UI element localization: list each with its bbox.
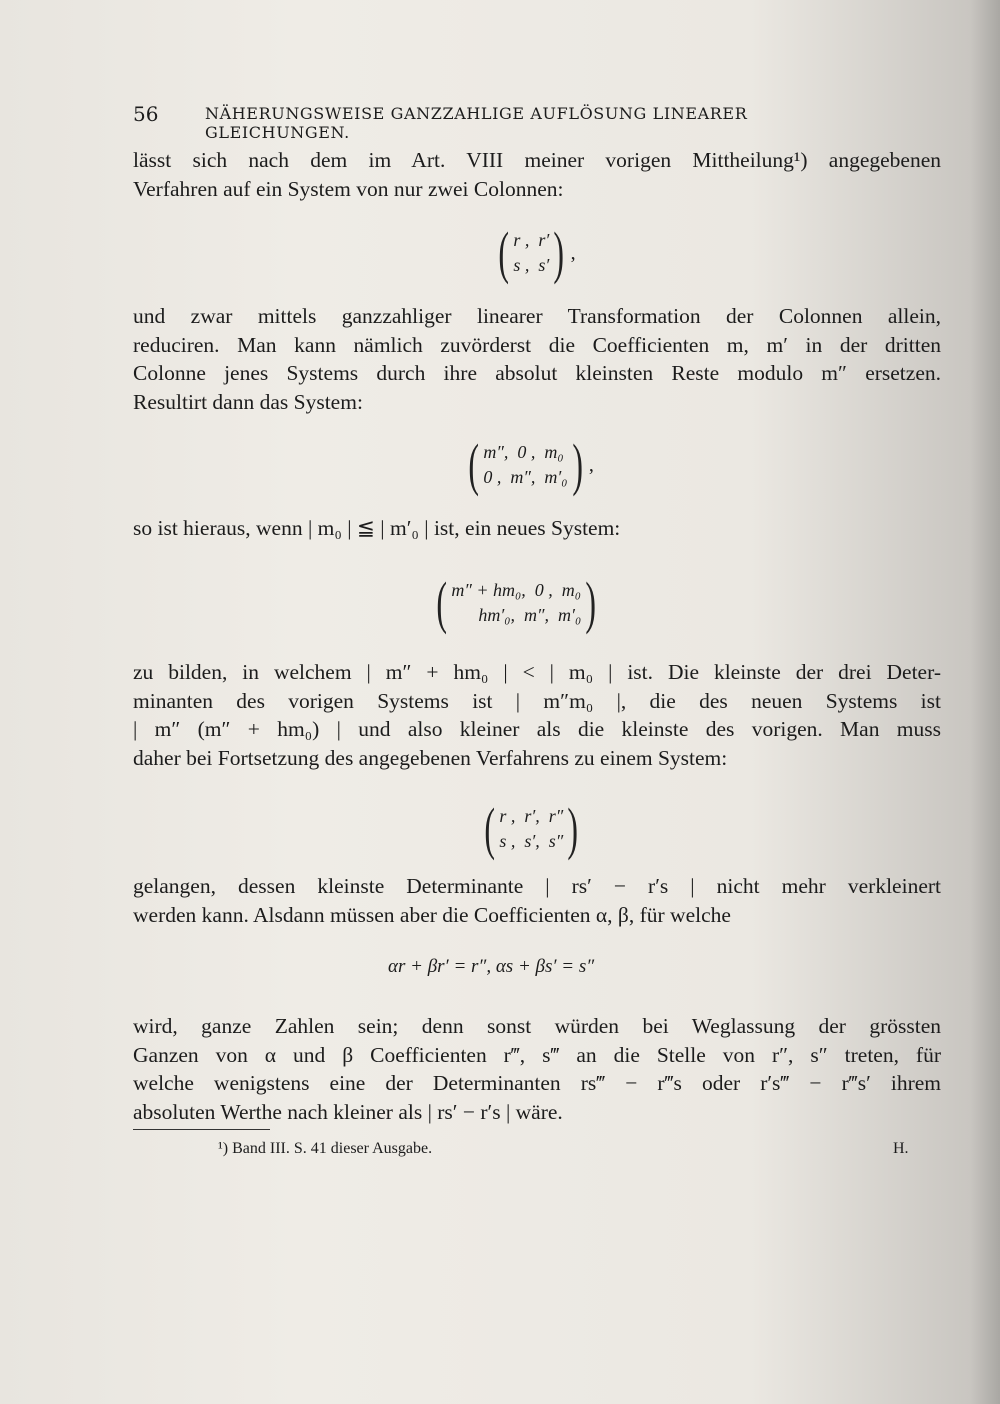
matrix-row: s , s′, s″ (499, 831, 564, 851)
text-line: daher bei Fortsetzung des angegebenen Verfahrens zu einem System: (133, 745, 728, 770)
footnote: ¹) Band III. S. 41 dieser Ausgabe. (218, 1140, 433, 1157)
matrix-row: r , r′, r″ (499, 806, 564, 826)
text-line: Resultirt dann das System: (133, 389, 363, 414)
matrix-row: m″, 0 , m₀ (483, 442, 564, 462)
matrix-final-system: ( r , r′, r″ s , s′, s″ ) (484, 796, 579, 861)
matrix-residue-system: ( m″, 0 , m₀ 0 , m″, m′₀ ) , (468, 432, 594, 497)
text-line: so ist hieraus, wenn | m₀ | ≦ | m′₀ | ist, ein neues System: (133, 516, 621, 540)
text-line: und zwar mittels ganzzahliger linearer Transformation der Colonnen allein, (133, 304, 941, 328)
text-line: lässt sich nach dem im Art. VIII meiner vorigen Mittheilung¹) angegebenen (133, 148, 941, 172)
text-line: gelangen, dessen kleinste Determinante | rs′ − r′s | nicht mehr verkleinert (133, 874, 941, 898)
matrix-new-system: ( m″ + hm₀, 0 , m₀ hm′₀, m″, m′₀ ) (436, 570, 597, 635)
matrix-trailing-punct: , (588, 453, 594, 476)
matrix-two-columns: ( r , r′ s , s′ ) , (498, 220, 576, 285)
text-line: Colonne jenes Systems durch ihre absolut kleinsten Reste modulo m″ ersetzen. (133, 361, 941, 386)
matrix-row: hm′₀, m″, m′₀ (451, 605, 582, 625)
footnote-divider (133, 1129, 270, 1130)
page-number: 56 (133, 102, 159, 126)
text-line: absoluten Werthe nach kleiner als | rs′ − r′s | wäre. (133, 1099, 563, 1124)
paragraph-6 (133, 1012, 941, 1126)
matrix-row: 0 , m″, m′₀ (483, 467, 568, 487)
matrix-trailing-punct: , (570, 241, 576, 264)
text-line: minanten des vorigen Systems ist | m″m₀ |, die des neuen Systems ist (133, 688, 941, 713)
paragraph-1 (133, 146, 941, 203)
text-line: Ganzen von α und β Coefficienten r‴, s‴ an die Stelle von r″, s″ treten, für (133, 1042, 941, 1067)
matrix-row: m″ + hm₀, 0 , m₀ (451, 580, 581, 600)
text-line: Verfahren auf ein System von nur zwei Colonnen: (133, 176, 564, 201)
matrix-row: s , s′ (513, 255, 550, 275)
paragraph-3 (133, 514, 941, 543)
paragraph-4 (133, 658, 941, 772)
text-line: reduciren. Man kann nämlich zuvörderst die Coefficienten m, m′ in der dritten (133, 332, 941, 357)
text-line: | m″ (m″ + hm₀) | und also kleiner als die kleinste des vorigen. Man muss (133, 717, 941, 742)
text-line: zu bilden, in welchem | m″ + hm₀ | < | m₀ | ist. Die kleinste der drei Deter- (133, 660, 941, 684)
text-line: werden kann. Alsdann müssen aber die Coefficienten α, β, für welche (133, 902, 731, 927)
text-line: wird, ganze Zahlen sein; denn sonst würden bei Weglassung der grössten (133, 1014, 941, 1038)
text-line: welche wenigstens eine der Determinanten rs‴ − r‴s oder r′s‴ − r‴s′ ihrem (133, 1071, 941, 1096)
paragraph-2 (133, 302, 941, 416)
paragraph-5 (133, 872, 941, 929)
equation-alpha-beta: αr + βr′ = r″, αs + βs′ = s″ (388, 956, 595, 977)
page-header (133, 100, 864, 142)
running-head: NÄHERUNGSWEISE GANZZAHLIGE AUFLÖSUNG LINEARER GLEICHUNGEN. (205, 104, 748, 142)
matrix-row: r , r′ (513, 230, 550, 250)
editor-signature: H. (893, 1140, 909, 1157)
